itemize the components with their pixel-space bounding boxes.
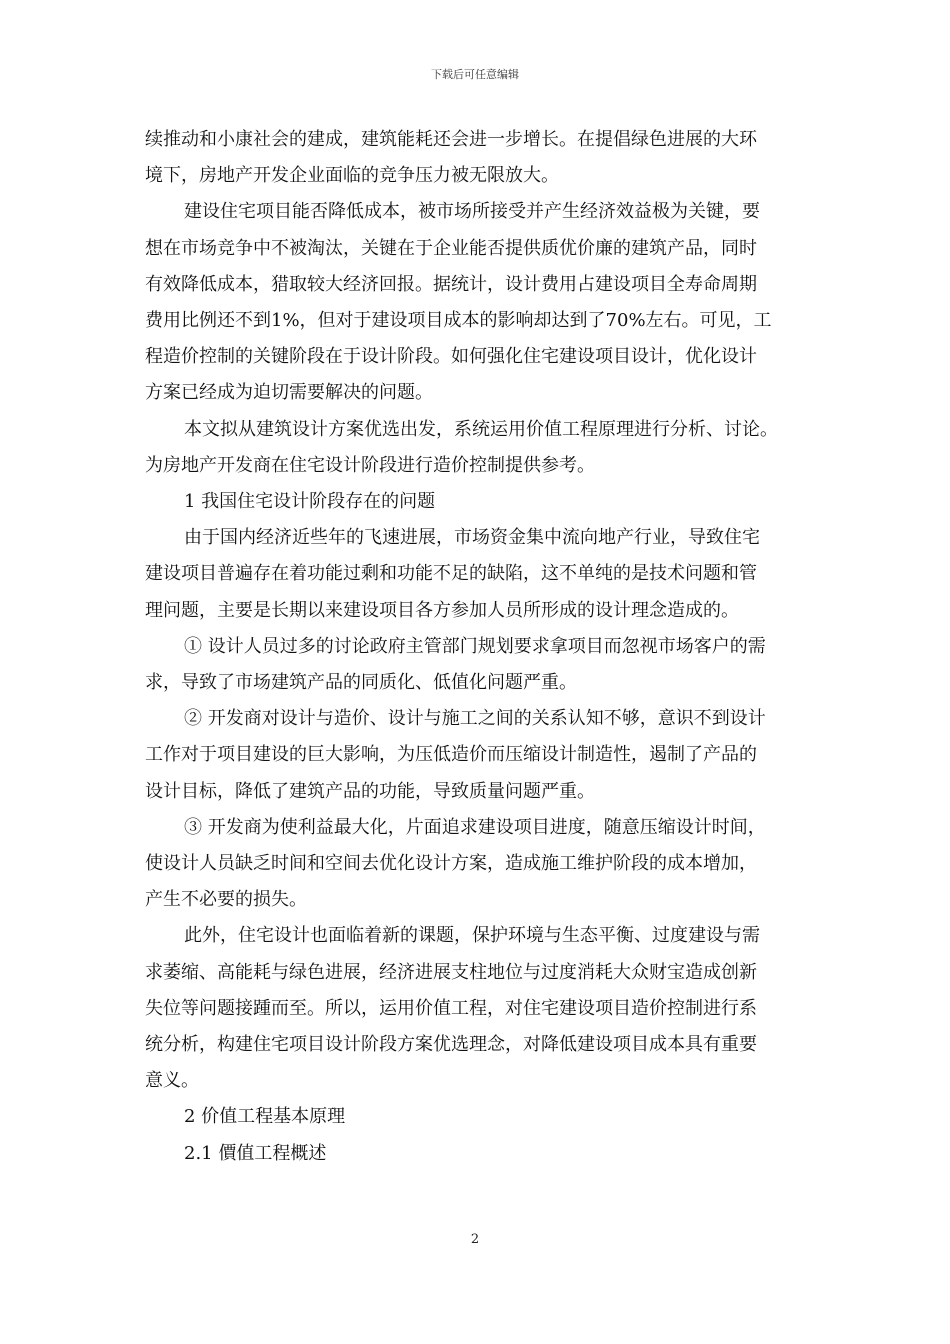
body-line: 失位等问题接踵而至。所以，运用价值工程，对住宅建设项目造价控制进行系 <box>145 997 757 1019</box>
body-line: 意义。 <box>145 1070 199 1092</box>
body-line: 想在市场竞争中不被淘汰，关键在于企业能否提供质优价廉的建筑产品，同时 <box>145 237 757 259</box>
section-heading: 1 我国住宅设计阶段存在的问题 <box>184 491 436 513</box>
body-line: 建设住宅项目能否降低成本，被市场所接受并产生经济效益极为关键，要 <box>184 201 760 223</box>
page-number: 2 <box>470 1232 480 1247</box>
body-line: 境下，房地产开发企业面临的竞争压力被无限放大。 <box>145 165 559 187</box>
body-line: 此外，住宅设计也面临着新的课题，保护环境与生态平衡、过度建设与需 <box>184 925 760 947</box>
section-heading: 2 价值工程基本原理 <box>184 1106 346 1128</box>
subsection-heading: 2.1 價值工程概述 <box>184 1142 327 1164</box>
body-line: 产生不必要的损失。 <box>145 889 307 911</box>
body-line: 求，导致了市场建筑产品的同质化、低值化问题严重。 <box>145 672 577 694</box>
body-line: 使设计人员缺乏时间和空间去优化设计方案，造成施工维护阶段的成本增加， <box>145 853 757 875</box>
body-line: 理问题，主要是长期以来建设项目各方参加人员所形成的设计理念造成的。 <box>145 599 739 621</box>
body-line: ③ 开发商为使利益最大化，片面追求建设项目进度，随意压缩设计时间， <box>184 816 766 838</box>
body-line: 工作对于项目建设的巨大影响，为压低造价而压缩设计制造性，遏制了产品的 <box>145 744 757 766</box>
body-line: 本文拟从建筑设计方案优选出发，系统运用价值工程原理进行分析、讨论。 <box>184 418 778 440</box>
body-line: 求萎缩、高能耗与绿色进展，经济进展支柱地位与过度消耗大众财宝造成创新 <box>145 961 757 983</box>
body-line: ② 开发商对设计与造价、设计与施工之间的关系认知不够，意识不到设计 <box>184 708 766 730</box>
body-line: 费用比例还不到1%，但对于建设项目成本的影响却达到了70%左右。可见，工 <box>145 310 772 332</box>
body-line: 方案已经成为迫切需要解决的问题。 <box>145 382 433 404</box>
body-line: 由于国内经济近些年的飞速进展，市场资金集中流向地产行业，导致住宅 <box>184 527 760 549</box>
body-line: 续推动和小康社会的建成，建筑能耗还会进一步增长。在提倡绿色进展的大环 <box>145 129 757 150</box>
body-line: 为房地产开发商在住宅设计阶段进行造价控制提供参考。 <box>145 454 595 476</box>
body-line: 程造价控制的关键阶段在于设计阶段。如何强化住宅建设项目设计，优化设计 <box>145 346 757 368</box>
body-line: ① 设计人员过多的讨论政府主管部门规划要求拿项目而忽视市场客户的需 <box>184 635 766 657</box>
body-line: 统分析，构建住宅项目设计阶段方案优选理念，对降低建设项目成本具有重要 <box>145 1034 757 1056</box>
page-header: 下载后可任意编辑 <box>431 68 519 81</box>
document-body <box>145 122 815 1172</box>
body-line: 建设项目普遍存在着功能过剩和功能不足的缺陷，这不单纯的是技术问题和管 <box>145 563 757 585</box>
body-line: 有效降低成本，猎取较大经济回报。据统计，设计费用占建设项目全寿命周期 <box>145 273 757 295</box>
body-line: 设计目标，降低了建筑产品的功能，导致质量问题严重。 <box>145 780 595 802</box>
